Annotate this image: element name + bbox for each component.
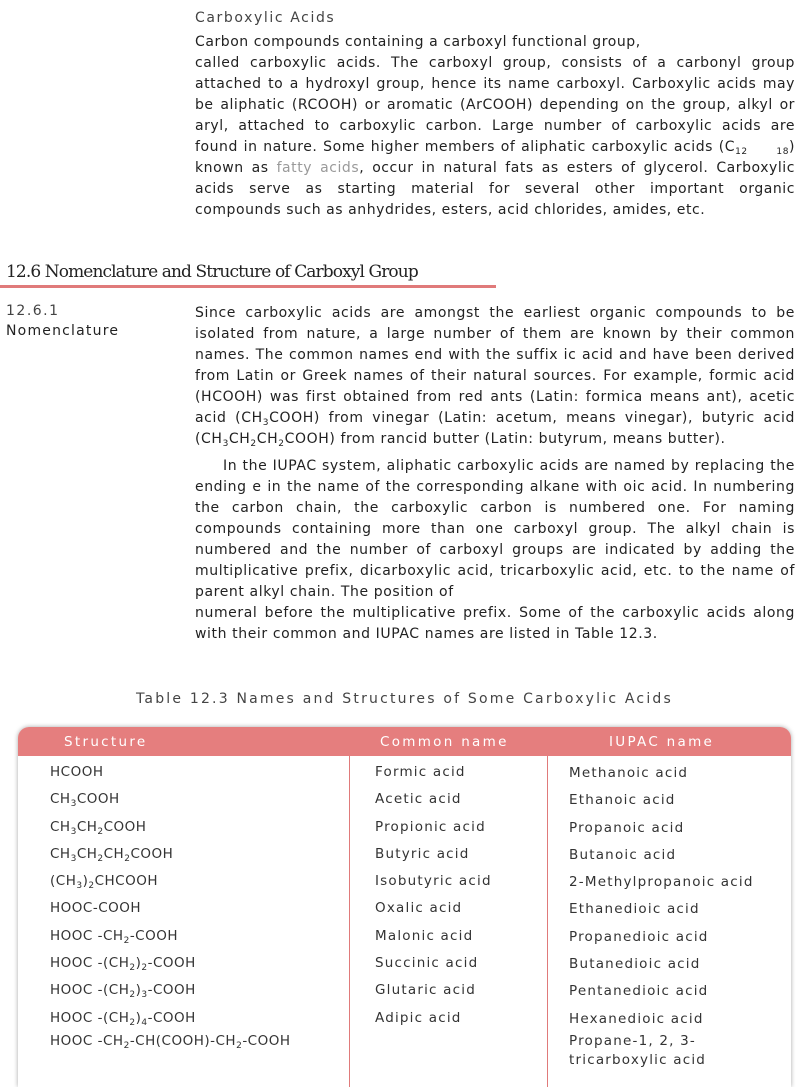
- structure-cell: HOOC $-CH_2-CH(COOH)-CH_2$-COOH: [50, 1032, 291, 1051]
- nomenclature-paragraph-1: Since carboxylic acids are amongst the earliest organic compounds to be isolated from nature, a large number of them are known by their common names. The common names end with the suffix ic acid and have been derived from Latin or Greek names of their natural sources. For example, formic acid (HCOOH) was first obtained from red ants (Latin: formica means ant), acetic acid $(CH_3COOH)$ from vinegar (Latin: acetum, means vinegar), butyric acid $(CH_3CH_2CH_2COOH)$ from rancid butter (Latin: butyrum, means butter).: [195, 305, 795, 449]
- structure-cell: HOOC $-CH_2$-COOH: [50, 927, 179, 946]
- carboxylic-acids-table: [18, 727, 791, 1087]
- common-name-cell: Adipic acid: [375, 1009, 462, 1026]
- table-row: [18, 922, 791, 949]
- header-iupac-name: IUPAC name: [609, 734, 715, 750]
- table-header: [18, 727, 791, 756]
- table-row: [18, 785, 791, 812]
- common-name-cell: Formic acid: [375, 764, 466, 780]
- iupac-name-cell: Pentanedioic acid: [569, 983, 709, 1000]
- table-row: [18, 949, 791, 976]
- nomenclature-paragraph-3: numeral before the multiplicative prefix. Some of the carboxylic acids along with their common and IUPAC names are listed in Table 12.3.: [195, 605, 795, 642]
- table-body: [18, 756, 791, 1071]
- section-rule: [0, 285, 496, 288]
- intro-heading: Carboxylic Acids: [195, 10, 336, 26]
- iupac-name-cell: Butanedioic acid: [569, 956, 701, 973]
- iupac-name-cell: Hexanedioic acid: [569, 1010, 704, 1027]
- table-row: [18, 976, 791, 1003]
- structure-cell: $CH_3COOH$: [50, 791, 120, 810]
- iupac-name-cell: Butanoic acid: [569, 846, 677, 863]
- structure-cell: $CH_3CH_2COOH$: [50, 818, 147, 837]
- common-name-cell: Malonic acid: [375, 927, 474, 944]
- iupac-name-cell: Propane-1, 2, 3- tricarboxylic acid: [569, 1032, 707, 1068]
- table-caption: Table 12.3 Names and Structures of Some Carboxylic Acids: [135, 691, 673, 707]
- common-name-cell: Acetic acid: [375, 791, 462, 808]
- fatty-acids-term: fatty acids: [276, 160, 360, 176]
- iupac-name-cell: Ethanoic acid: [569, 792, 676, 809]
- table-row: [18, 813, 791, 840]
- structure-cell: HCOOH: [50, 764, 104, 780]
- iupac-name-cell: Propanedioic acid: [569, 928, 709, 945]
- common-name-cell: Oxalic acid: [375, 900, 463, 917]
- table-row: [18, 894, 791, 921]
- table-row: [18, 1031, 791, 1071]
- iupac-name-cell: 2-Methylpropanoic acid: [569, 874, 754, 891]
- structure-cell: HOOC $-(CH_2)_4$-COOH: [50, 1009, 196, 1028]
- common-name-cell: Propionic acid: [375, 818, 486, 835]
- table-row: [18, 840, 791, 867]
- common-name-cell: Butyric acid: [375, 845, 470, 862]
- table-row: [18, 758, 791, 785]
- header-structure: Structure: [64, 734, 148, 750]
- section-heading: 12.6 Nomenclature and Structure of Carboxyl Group: [6, 262, 418, 282]
- iupac-name-cell: Propanoic acid: [569, 819, 685, 836]
- subsection-title: Nomenclature: [6, 323, 120, 339]
- structure-cell: HOOC $-(CH_2)_2$-COOH: [50, 955, 196, 974]
- iupac-name-cell: Methanoic acid: [569, 765, 689, 781]
- table-row: [18, 1004, 791, 1031]
- nomenclature-body: [195, 303, 795, 645]
- common-name-cell: Isobutyric acid: [375, 873, 492, 890]
- iupac-name-cell: Ethanedioic acid: [569, 901, 700, 918]
- structure-cell: $CH_3CH_2CH_2COOH$: [50, 845, 174, 864]
- subsection-number: 12.6.1: [6, 303, 60, 319]
- nomenclature-paragraph-2: In the IUPAC system, aliphatic carboxylic acids are named by replacing the ending e in the name of the corresponding alkane with oic acid. In numbering the carbon chain, the carboxylic carbon is numbered one. For naming compounds containing more than one carboxyl group. The alkyl chain is numbered and the number of carboxyl groups are indicated by adding the multiplicative prefix, dicarboxylic acid, tricarboxylic acid, etc. to the name of parent alkyl chain. The position of: [195, 458, 795, 600]
- structure-cell: HOOC $-(CH_2)_3$-COOH: [50, 982, 196, 1001]
- table-row: [18, 867, 791, 894]
- common-name-cell: Succinic acid: [375, 955, 479, 972]
- common-name-cell: Glutaric acid: [375, 982, 476, 999]
- structure-cell: HOOC-COOH: [50, 900, 142, 917]
- structure-cell: $(CH_3)_2CHCOOH$: [50, 873, 159, 892]
- intro-line-1: Carbon compounds containing a carboxyl functional group,: [195, 34, 641, 50]
- header-common-name: Common name: [380, 734, 509, 750]
- intro-paragraph: Carbon compounds containing a carboxyl functional group, called carboxylic acids. The carboxyl group, consists of a carbonyl group attached to a hydroxyl group, hence its name carboxyl. Carboxylic acids may be aliphatic (RCOOH) or aromatic (ArCOOH) depending on the group, alkyl or aryl, attached to carboxylic carbon. Large number of carboxylic acids are found in nature. Some higher members of aliphatic carboxylic acids ($C_{12}$ $_{18}$) known as fatty acids, occur in natural fats as esters of glycerol. Carboxylic acids serve as starting material for several other important organic compounds such as anhydrides, esters, acid chlorides, amides, etc.: [195, 34, 795, 218]
- intro-section: [195, 10, 795, 221]
